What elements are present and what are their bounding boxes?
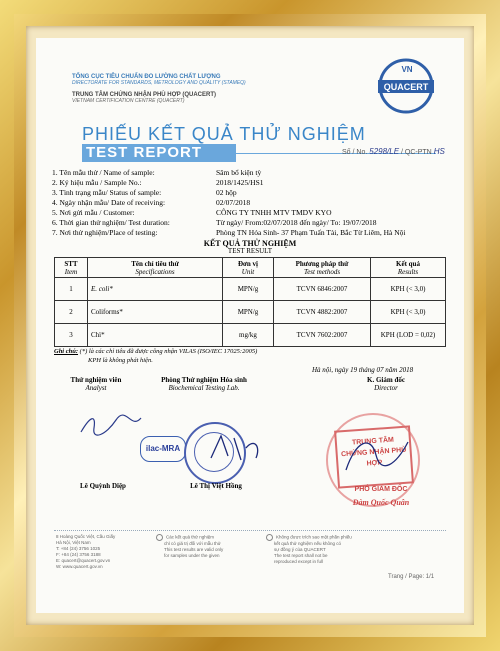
footer-col2-line: This test results are valid only <box>164 547 224 552</box>
info-row <box>52 188 452 198</box>
document-number <box>342 147 445 156</box>
center-en: VIETNAM CERTIFICATION CENTRE (QUACERT) <box>72 98 185 104</box>
table-row <box>55 301 446 324</box>
footer-col2-line: chỉ có giá trị đối với mẫu thử <box>164 541 221 546</box>
note-line1: (*) là các chỉ tiêu đã được công nhận VILAS (ISO/IEC 17025:2005) <box>79 348 258 355</box>
cell-spec: E. coli* <box>88 278 223 301</box>
title-vn: PHIẾU KẾT QUẢ THỬ NGHIỆM <box>82 124 366 144</box>
footer-col3 <box>266 534 396 565</box>
info-row <box>52 178 452 188</box>
footer-address-line: T: +84 (24) 3756 1025 <box>56 546 101 551</box>
col-header-vn: Kết quả <box>396 259 420 268</box>
footer-col3-line: Không được trích sao một phần phiếu <box>276 534 352 540</box>
info-value: Phòng TN Hóa Sinh- 37 Phạm Tuấn Tài, Bắc Từ Liêm, Hà Nội <box>216 228 406 237</box>
center-vn: TRUNG TÂM CHỨNG NHẬN PHÙ HỢP (QUACERT) <box>72 92 216 98</box>
col-header-en: Test methods <box>303 267 341 276</box>
cell-unit: mg/kg <box>223 324 274 347</box>
col-header-en: Results <box>397 267 419 276</box>
cell-result: KPH (< 3,0) <box>371 278 446 301</box>
note-line2: KPH là không phát hiện. <box>88 357 153 364</box>
info-value: Sâm bổ kiện tỳ <box>216 168 262 177</box>
logo-text: QUACERT <box>383 82 429 92</box>
certificate-paper <box>36 38 464 613</box>
notes <box>54 347 257 365</box>
title-en: TEST REPORT <box>82 144 236 162</box>
info-value: 2018/1425/HS1 <box>216 178 264 187</box>
footer-address-line: F: +84 (24) 3756 3188 <box>56 552 101 557</box>
lab-vn: Phòng Thử nghiệm Hóa sinh <box>161 376 247 384</box>
cell-spec: Coliforms* <box>88 301 223 324</box>
footer-address-line: E: quacert@quacert.gov.vn <box>56 558 111 563</box>
director-signature-icon <box>336 430 416 480</box>
footer-col2 <box>156 534 266 559</box>
cell-method: TCVN 7602:2007 <box>274 324 371 347</box>
director-en: Director <box>374 384 398 392</box>
info-icon <box>266 534 273 541</box>
red-stamp-text: TRUNG TÂM CHỨNG NHẬN PHÙ HỢP <box>340 436 407 468</box>
col-header-vn: STT <box>64 259 78 268</box>
col-header-en: Unit <box>241 267 255 276</box>
results-title-en: TEST RESULT <box>227 247 273 255</box>
col-header <box>223 258 274 278</box>
col-header-en: Specifications <box>135 267 175 276</box>
cell-unit: MPN/g <box>223 278 274 301</box>
table-row <box>55 278 446 301</box>
info-icon <box>156 534 163 541</box>
results-title-vn: KẾT QUẢ THỬ NGHIỆM <box>203 239 297 248</box>
page-number: Trang / Page: 1/1 <box>388 574 435 580</box>
footer-address-line: Hà Nội, Việt Nam <box>56 540 91 545</box>
col-header <box>88 258 223 278</box>
info-label: 2. Ký hiệu mẫu / Sample No.: <box>52 178 142 187</box>
info-value: CÔNG TY TNHH MTV TMDV KYO <box>216 208 332 217</box>
cell-stt: 3 <box>55 324 88 347</box>
docno-label: Số / No. <box>342 149 368 156</box>
info-label: 6. Thời gian thử nghiệm/ Test duration: <box>52 218 170 227</box>
cell-stt: 2 <box>55 301 88 324</box>
cell-stt: 1 <box>55 278 88 301</box>
info-row <box>52 208 452 218</box>
logo-top-text: VN <box>401 65 413 74</box>
cell-unit: MPN/g <box>223 301 274 324</box>
cell-method: TCVN 4882:2007 <box>274 301 371 324</box>
lab-name: Lê Thị Việt Hồng <box>190 482 242 490</box>
footer-col2-line: for samples under the given <box>164 553 220 558</box>
ilac-stamp: ilac-MRA <box>140 436 186 462</box>
info-label: 4. Ngày nhận mẫu/ Date of receiving: <box>52 198 166 207</box>
header-organization <box>72 74 246 104</box>
docno-hand: HS <box>433 147 445 156</box>
results-table <box>54 257 446 347</box>
footer-address-line: 8 Hoàng Quốc Việt, Cầu Giấy <box>56 534 116 539</box>
info-value: 02/07/2018 <box>216 198 251 207</box>
col-header-en: Item <box>64 267 78 276</box>
col-header <box>274 258 371 278</box>
quacert-logo-icon <box>376 56 436 116</box>
docno-suffix: / QC-PTN <box>401 149 432 156</box>
deputy-name: Đàm Quốc Quân <box>352 498 410 507</box>
cell-spec: Chì* <box>88 324 223 347</box>
col-header-vn: Tên chỉ tiêu thử <box>131 259 179 268</box>
cell-result: KPH (< 3,0) <box>371 301 446 324</box>
analyst-en: Analyst <box>85 384 107 392</box>
director-signature-block <box>346 376 426 392</box>
footer-address-line: W: www.quacert.gov.vn <box>56 564 103 569</box>
director-vn: K. Giám đốc <box>367 376 405 384</box>
cell-method: TCVN 6846:2007 <box>274 278 371 301</box>
footer-col3-line: sự đồng ý của QUACERT <box>274 547 326 552</box>
deputy-title: PHÓ GIÁM ĐỐC <box>354 486 408 493</box>
sample-info <box>52 168 452 238</box>
footer-col3-line: reproduced except in full <box>274 559 324 564</box>
footer-col3-line: The test report shall not be <box>274 553 328 558</box>
col-header <box>55 258 88 278</box>
analyst-signature-icon <box>76 410 146 440</box>
info-label: 5. Nơi gửi mẫu / Customer: <box>52 208 135 217</box>
col-header-vn: Phương pháp thử <box>295 259 349 268</box>
table-header-row <box>55 258 446 278</box>
info-value: 02 hộp <box>216 188 237 197</box>
org-vn: TỔNG CỤC TIÊU CHUẨN ĐO LƯỜNG CHẤT LƯỢNG <box>72 74 221 80</box>
analyst-name: Lê Quỳnh Diệp <box>80 482 126 490</box>
footer-address <box>56 534 166 570</box>
lab-signature-icon <box>206 428 266 468</box>
footer-col2-line: Các kết quả thử nghiệm <box>166 534 215 540</box>
info-label: 1. Tên mẫu thử / Name of sample: <box>52 168 155 177</box>
note-label: Ghi chú: <box>54 348 79 355</box>
info-row <box>52 218 452 228</box>
info-row <box>52 198 452 208</box>
analyst-signature-block <box>56 376 136 392</box>
info-row <box>52 228 452 238</box>
info-label: 3. Tình trạng mẫu/ Status of sample: <box>52 188 162 197</box>
analyst-vn: Thử nghiệm viên <box>70 376 122 384</box>
footer-rule <box>54 530 446 531</box>
docno-value: 5298/LE <box>369 147 400 156</box>
col-header-vn: Đơn vị <box>237 259 259 268</box>
footer-col3-line: kết quả thử nghiệm nếu không có <box>274 541 342 546</box>
org-en: DIRECTORATE FOR STANDARDS, METROLOGY AND QUALITY (STAMEQ) <box>72 80 246 86</box>
info-value: Từ ngày/ From:02/07/2018 đến ngày/ To: 19/07/2018 <box>216 218 377 227</box>
lab-signature-block <box>144 376 264 392</box>
info-label: 7. Nơi thử nghiệm/Place of testing: <box>52 228 158 237</box>
col-header <box>371 258 446 278</box>
info-row <box>52 168 452 178</box>
lab-en: Biochemical Testing Lab. <box>168 384 240 392</box>
date-line: Hà nội, ngày 19 tháng 07 năm 2018 <box>312 366 414 374</box>
cell-result: KPH (LOD = 0,02) <box>371 324 446 347</box>
table-row <box>55 324 446 347</box>
